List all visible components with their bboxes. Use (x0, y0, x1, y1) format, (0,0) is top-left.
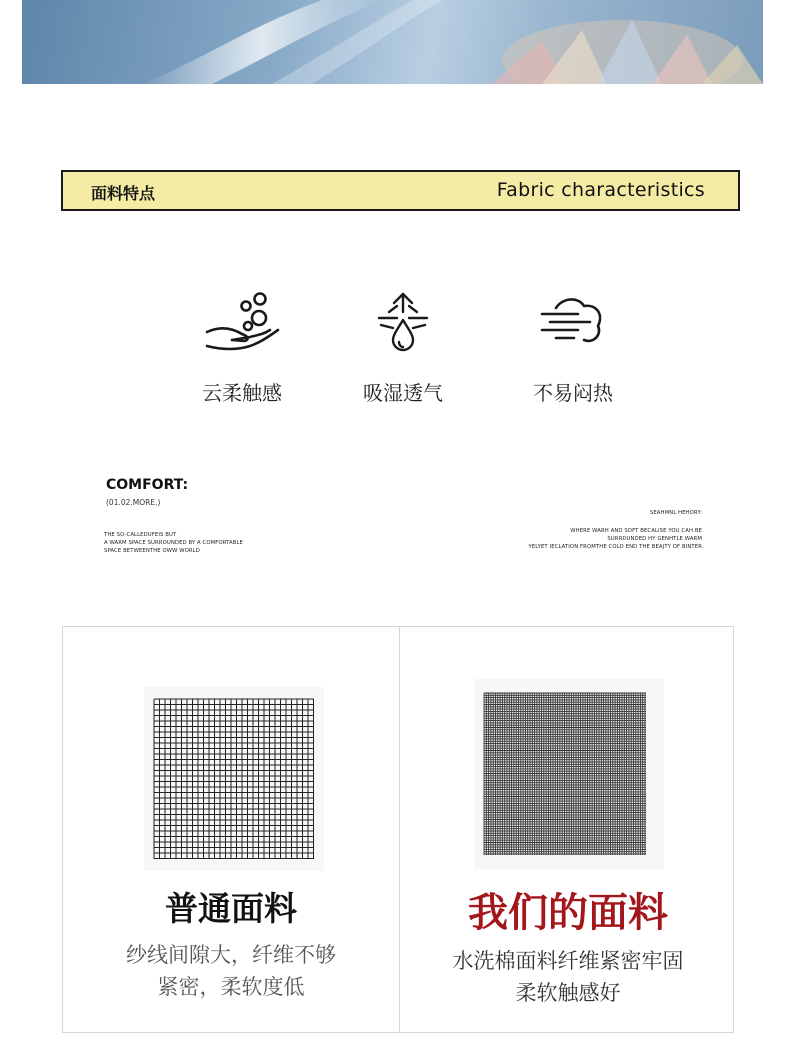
text-line: A WARM SPACE SURROUNDED BY A COMFORTABLE (104, 540, 243, 546)
section-header-bar (61, 170, 740, 211)
feature-item-cool (498, 290, 648, 406)
feature-label: 不易闷热 (533, 381, 613, 405)
fabric-photo-graphic (22, 0, 763, 84)
text-line: SURRDUNDED HY GENHTLE WARM (607, 536, 702, 542)
our-fabric-desc (400, 945, 736, 1009)
ordinary-fabric-desc (63, 939, 399, 1003)
comfort-title: COMFORT: (106, 477, 189, 493)
comfort-left-text (104, 531, 243, 555)
feature-item-breathable (328, 290, 478, 406)
text-line: THE SO-CALLEDUFEIS BUT (104, 532, 177, 538)
text-line: WHERE WARH AND SOFT BECALISE YOU CAH BE (570, 528, 702, 534)
desc-line: 柔软触感好 (515, 981, 621, 1005)
desc-line: 水洗棉面料纤维紧密牢固 (452, 949, 684, 973)
ordinary-fabric-title: 普通面料 (165, 889, 297, 928)
fabric-comparison-panel (62, 626, 734, 1033)
feature-item-cloud-soft (167, 290, 317, 406)
feature-label: 吸湿透气 (363, 381, 443, 405)
text-heading: SEAHMNL HEHORY: (649, 510, 702, 516)
loose-weave-grid-icon (144, 687, 324, 871)
comparison-ours (400, 627, 736, 1032)
hand-bubbles-icon (202, 290, 282, 355)
feature-label: 云柔触感 (202, 381, 282, 405)
section-title-en: Fabric characteristics (496, 179, 705, 201)
text-line: YELYET IECLATION FROMTHE COLD END THE BEAJTY OF BINTER (528, 544, 702, 550)
dense-weave-image (474, 679, 664, 869)
comfort-subtitle: (01.02.MORE.) (106, 498, 161, 507)
our-fabric-title: 我们的面料 (468, 890, 668, 936)
wind-cloud-icon (538, 290, 608, 355)
desc-line: 紧密，柔软度低 (157, 975, 305, 999)
hero-photo-strip (22, 0, 763, 84)
comfort-right-text (529, 509, 703, 551)
desc-line: 纱线间隙大，纤维不够 (126, 943, 336, 967)
moisture-drop-icon (373, 290, 433, 355)
comparison-ordinary (63, 627, 399, 1032)
section-title-cn: 面料特点 (91, 184, 156, 203)
text-line: SPACE BETWEENTHE OWW WORLD (104, 548, 200, 554)
loose-weave-image (144, 687, 324, 871)
dense-weave-grid-icon (474, 679, 664, 869)
